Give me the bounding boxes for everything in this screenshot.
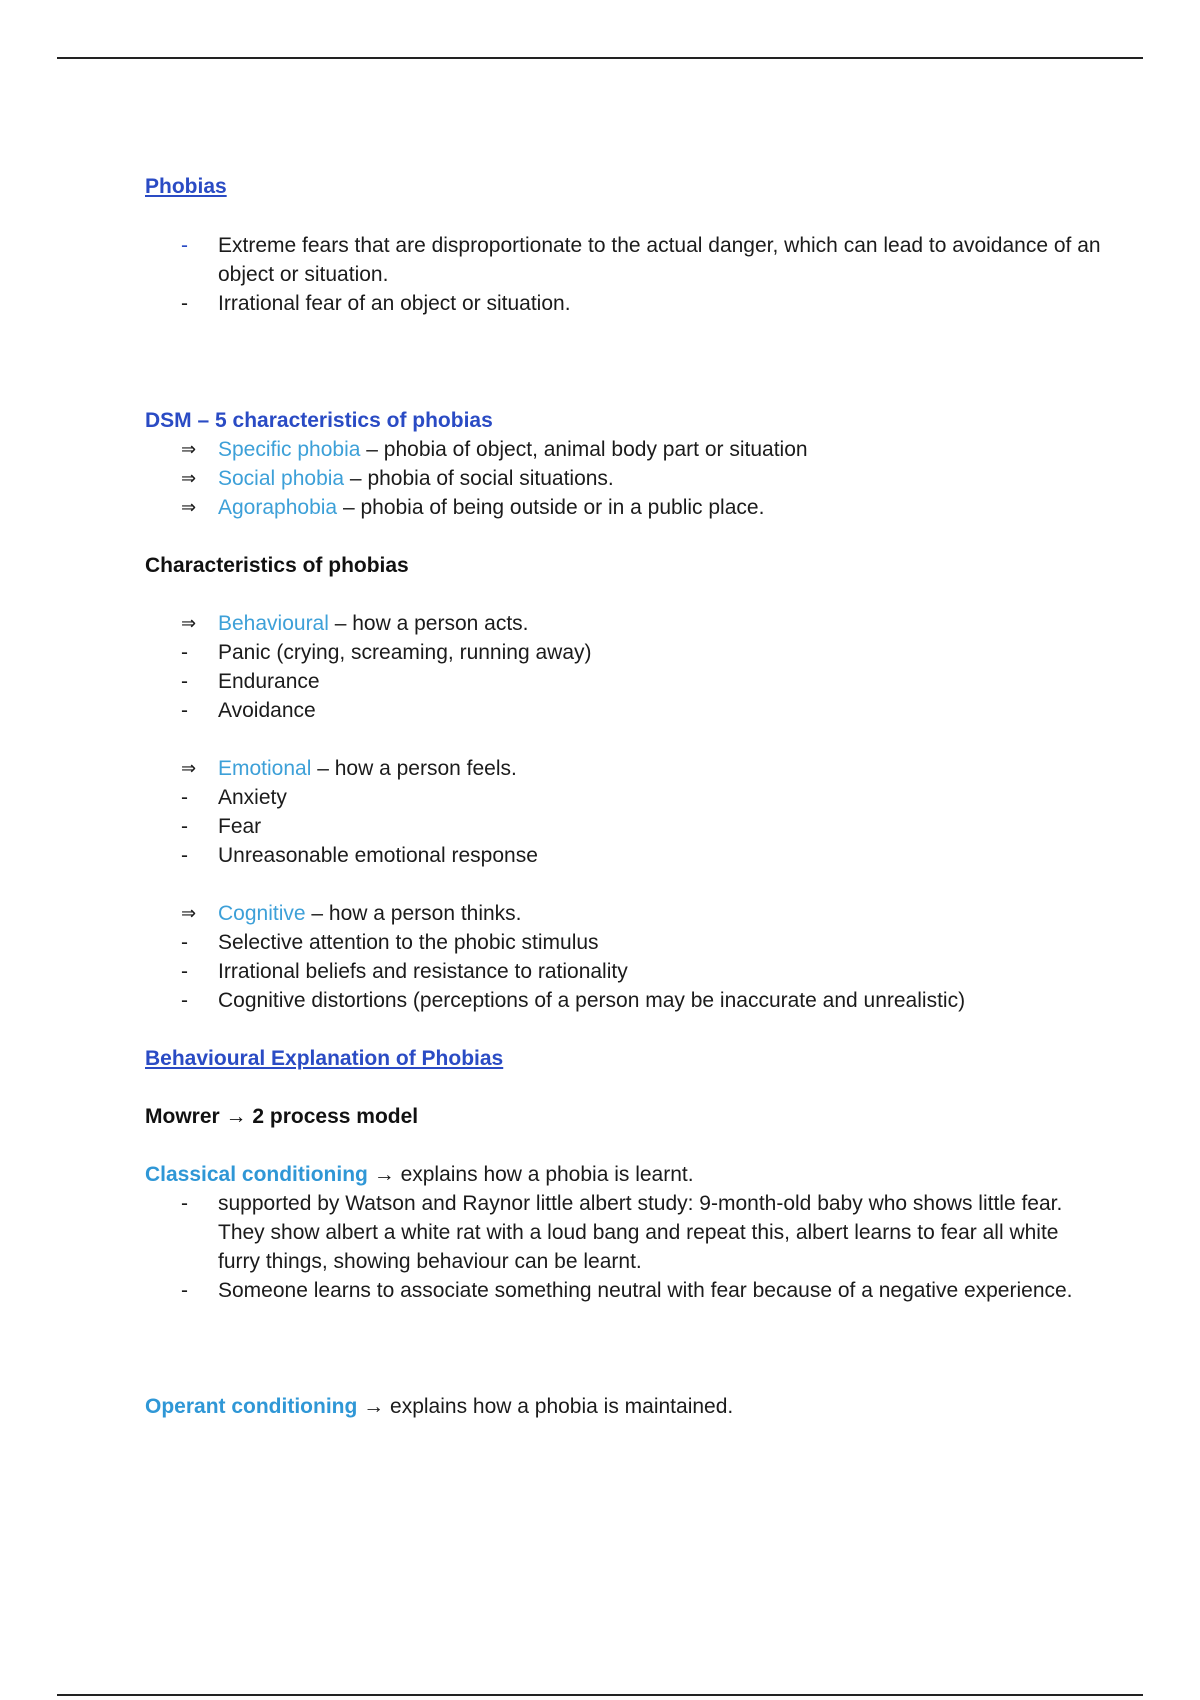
- dsm-heading: DSM – 5 characteristics of phobias: [145, 409, 493, 432]
- term: Social phobia: [218, 467, 345, 490]
- dash-marker: -: [181, 931, 188, 954]
- list-item: - Fear: [145, 812, 1105, 841]
- list-item: - supported by Watson and Raynor little albert study: 9-month-old baby who shows little fear. They show albert a white rat with a loud bang and repeat this, albert learns to fear all white furry things, showing behaviour can be learnt.: [145, 1189, 1105, 1276]
- implies-marker: ⇒: [181, 439, 197, 459]
- term: Specific phobia: [218, 438, 361, 461]
- arrow-icon: →: [363, 1395, 385, 1418]
- list-item: - Endurance: [145, 667, 1105, 696]
- dash-marker: -: [181, 641, 188, 664]
- dash-marker: -: [181, 786, 188, 809]
- term: Agoraphobia: [218, 496, 338, 519]
- bottom-rule: [57, 1694, 1143, 1696]
- dash-marker: -: [181, 960, 188, 983]
- classical-line: Classical conditioning → explains how a phobia is learnt.: [145, 1163, 694, 1186]
- dash-marker: -: [181, 1192, 188, 1215]
- term: Cognitive: [218, 902, 306, 925]
- term: Classical conditioning: [145, 1163, 368, 1186]
- list-item: - Anxiety: [145, 783, 1105, 812]
- term: Operant conditioning: [145, 1395, 358, 1418]
- dash-marker: -: [181, 670, 188, 693]
- phobias-heading: Phobias: [145, 175, 227, 198]
- arrow-icon: →: [225, 1105, 247, 1128]
- list-item: - Someone learns to associate something neutral with fear because of a negative experience.: [145, 1276, 1105, 1305]
- implies-marker: ⇒: [181, 903, 197, 923]
- implies-marker: ⇒: [181, 468, 197, 488]
- list-item: ⇒ Specific phobia – phobia of object, animal body part or situation: [145, 435, 1105, 464]
- list-item: ⇒ Agoraphobia – phobia of being outside or in a public place.: [145, 493, 1105, 522]
- term: Emotional: [218, 757, 312, 780]
- characteristics-heading: Characteristics of phobias: [145, 554, 409, 577]
- dash-marker: -: [181, 234, 188, 257]
- list-item: ⇒ Behavioural – how a person acts.: [145, 609, 1105, 638]
- dash-marker: -: [181, 292, 188, 315]
- arrow-icon: →: [373, 1163, 395, 1186]
- implies-marker: ⇒: [181, 613, 197, 633]
- dash-marker: -: [181, 815, 188, 838]
- top-rule: [57, 57, 1143, 59]
- dash-marker: -: [181, 844, 188, 867]
- dash-marker: -: [181, 699, 188, 722]
- document-page: [145, 172, 1105, 1421]
- list-item: - Unreasonable emotional response: [145, 841, 1105, 870]
- list-item: - Avoidance: [145, 696, 1105, 725]
- dash-marker: -: [181, 1279, 188, 1302]
- list-item: - Selective attention to the phobic stimulus: [145, 928, 1105, 957]
- dash-marker: -: [181, 989, 188, 1012]
- list-item: - Panic (crying, screaming, running away): [145, 638, 1105, 667]
- list-item: - Cognitive distortions (perceptions of a person may be inaccurate and unrealistic): [145, 986, 1105, 1015]
- model-line: Mowrer → 2 process model: [145, 1105, 419, 1128]
- list-item: ⇒ Cognitive – how a person thinks.: [145, 899, 1105, 928]
- list-item: ⇒ Social phobia – phobia of social situations.: [145, 464, 1105, 493]
- list-item: - Irrational fear of an object or situation.: [145, 289, 1105, 318]
- term: Behavioural: [218, 612, 329, 635]
- behavioural-explanation-heading: Behavioural Explanation of Phobias: [145, 1047, 504, 1070]
- list-item: ⇒ Emotional – how a person feels.: [145, 754, 1105, 783]
- list-item: - Irrational beliefs and resistance to rationality: [145, 957, 1105, 986]
- operant-line: Operant conditioning → explains how a phobia is maintained.: [145, 1395, 734, 1418]
- list-item: - Extreme fears that are disproportionate to the actual danger, which can lead to avoidance of an object or situation.: [145, 231, 1105, 289]
- implies-marker: ⇒: [181, 497, 197, 517]
- implies-marker: ⇒: [181, 758, 197, 778]
